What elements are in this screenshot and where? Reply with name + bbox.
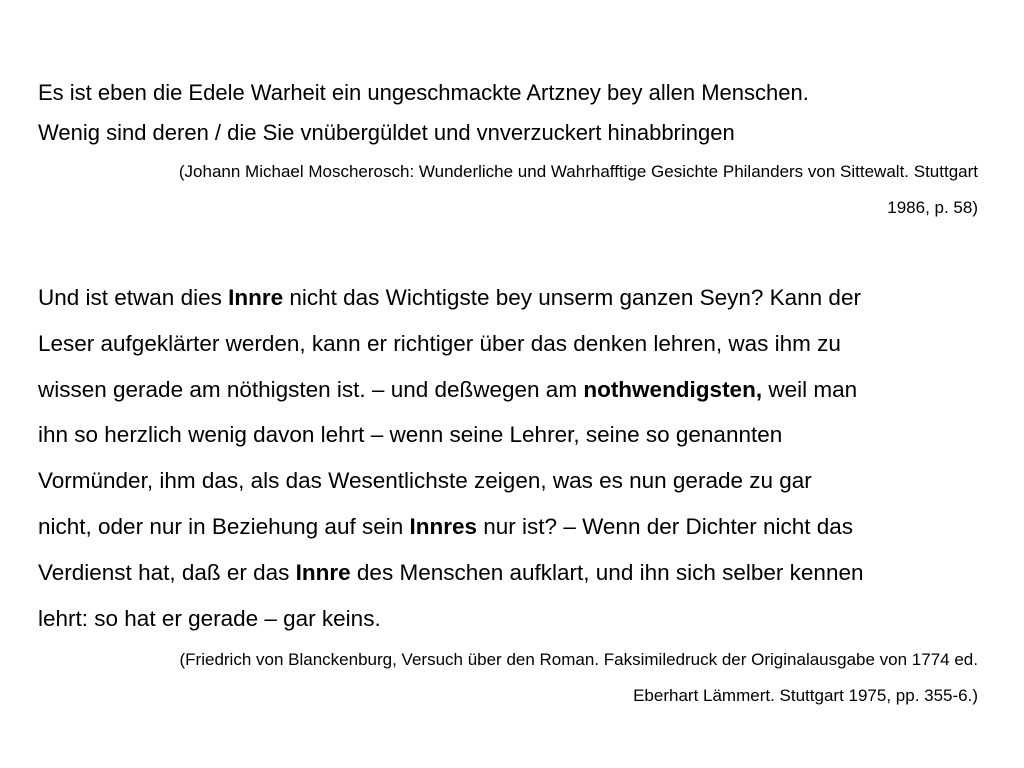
quote-line [38,504,978,550]
quote-text: Leser aufgeklärter werden, kann er richtiger über das denken lehren, was ihm zu [38,330,841,356]
citation-line: Eberhart Lämmert. Stuttgart 1975, pp. 355-6.) [633,686,978,706]
quote-text: nicht, oder nur in Beziehung auf sein [38,513,410,539]
quote-line [38,596,978,642]
quote-text: ihn so herzlich wenig davon lehrt – wenn seine Lehrer, seine so genannten [38,422,783,448]
quote-text: Und ist etwan dies [38,285,229,310]
quote-text: Vormünder, ihm das, als das Wesentlichste zeigen, was es nun gerade zu gar [38,468,812,494]
quote-line [38,367,978,413]
citation-line: (Johann Michael Moscherosch: Wunderliche und Wahrhafftige Gesichte Philanders von Sittewalt. Stuttgart [178,162,978,181]
quote-line: Wenig sind deren / die Sie vnübergüldet und vnverzuckert hinabbringen [38,120,735,145]
citation-line: (Friedrich von Blanckenburg, Versuch über den Roman. Faksimiledruck der Originalausgabe von 1774 ed. [179,650,978,670]
quote-line [38,550,978,596]
quote-text: nur ist? – Wenn der Dichter nicht das [477,513,854,539]
quote-text: weil man [762,376,858,402]
quote-line [38,275,978,321]
slide-content [38,73,978,714]
blanckenburg-quote [38,275,978,641]
moscherosch-quote [38,73,978,153]
quote-line: Es ist eben die Edele Warheit ein ungeschmackte Artzney bey allen Menschen. [38,80,809,105]
emphasis-text: Innres [409,513,478,539]
quote-text: wissen gerade am nöthigsten ist. – und deßwegen am [38,376,584,402]
quote-text: Verdienst hat, daß er das [38,559,296,585]
blanckenburg-citation [38,642,978,714]
quote-text: des Menschen aufklart, und ihn sich selber kennen [350,559,864,585]
emphasis-text: Innre [295,559,351,585]
quote-text: lehrt: so hat er gerade – gar keins. [38,605,381,631]
quote-line [38,412,978,458]
quote-text: nicht das Wichtigste bey unserm ganzen Seyn? Kann der [283,285,861,310]
emphasis-text: Innre [228,285,284,310]
quote-line [38,458,978,504]
emphasis-text: nothwendigsten, [583,376,763,402]
quote-line [38,321,978,367]
citation-line: 1986, p. 58) [887,198,978,217]
moscherosch-citation [38,154,978,226]
